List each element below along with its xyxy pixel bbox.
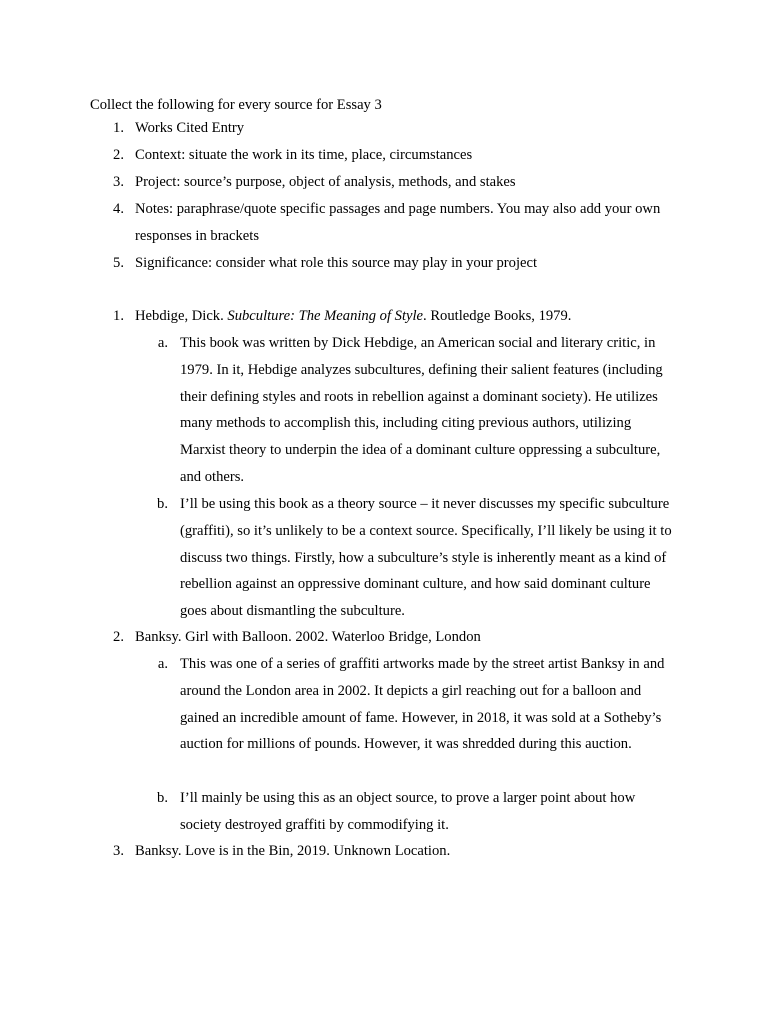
note-text: I’ll mainly be using this as an object source, to prove a larger point about how society destroyed graffiti by commodifying it. [180, 790, 636, 833]
note-letter: b. [157, 790, 168, 806]
list-number: 5. [113, 255, 124, 271]
note-text: This book was written by Dick Hebdige, an American social and literary critic, in 1979. In it, Hebdige analyzes subcultures, defining their salient features (including their defining styles and roots in rebellion against a dominant society). He utilizes many methods to accomplish this, including citing previous authors, utilizing Marxist theory to underpin the idea of a dominant culture oppressing a subculture, and others. [180, 335, 663, 485]
source-number: 3. [113, 843, 124, 859]
note-text: I’ll be using this book as a theory source – it never discusses my specific subculture (graffiti), so it’s unlikely to be a context source. Specifically, I’ll likely be using it to discuss two things. Firstly, how a subculture’s style is inherently meant as a kind of rebellion against an oppressive dominant culture, and how said dominant culture goes about dismantling the subculture. [180, 496, 672, 620]
source-citation [135, 303, 680, 330]
source-citation: Banksy. Girl with Balloon. 2002. Waterloo Bridge, London [135, 629, 481, 645]
note-text: This was one of a series of graffiti artworks made by the street artist Banksy in and around the London area in 2002. It depicts a girl reaching out for a balloon and gained an incredible amount of fame. However, in 2018, it was sold at a Sotheby’s auction for millions of pounds. However, it was shredded during this auction. [180, 656, 665, 753]
citation-author: Hebdige, Dick. [135, 308, 228, 324]
note-letter: a. [157, 656, 168, 672]
list-text: Project: source’s purpose, object of analysis, methods, and stakes [135, 174, 516, 190]
list-text: Context: situate the work in its time, place, circumstances [135, 147, 473, 163]
note-letter: a. [157, 335, 168, 351]
citation-title: Subculture: The Meaning of Style [227, 308, 424, 324]
list-text: Notes: paraphrase/quote specific passages and page numbers. You may also add your own responses in brackets [135, 201, 661, 244]
source-number: 2. [113, 629, 124, 645]
source-citation: Banksy. Love is in the Bin, 2019. Unknown Location. [135, 843, 451, 859]
list-number: 3. [113, 174, 124, 190]
source-number: 1. [113, 308, 124, 324]
citation-publisher: . Routledge Books, 1979. [423, 308, 572, 324]
intro-line: Collect the following for every source for Essay 3 [90, 97, 382, 113]
list-number: 2. [113, 147, 124, 163]
note-letter: b. [157, 496, 168, 512]
list-text: Significance: consider what role this source may play in your project [135, 255, 538, 271]
list-number: 4. [113, 201, 124, 217]
list-number: 1. [113, 120, 124, 136]
list-text: Works Cited Entry [135, 120, 245, 136]
